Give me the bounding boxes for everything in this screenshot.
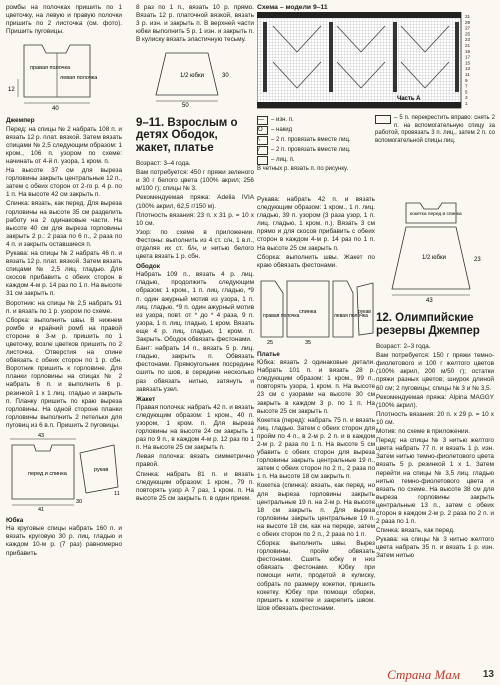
jacket-right-front: правая полочка bbox=[263, 312, 300, 319]
skirt-height: 30 bbox=[222, 73, 229, 80]
col4-sleeves: Рукава: на спицы № 3 нитью желтого цвета набрать 35 п. и вязать 1 р. изн. Затем нитью bbox=[376, 536, 494, 560]
col1-neck: На высоте 37 см для выреза горловины закрыть центральные 12 п., затем с обеих сторон от 2-го р. 4 р. по 1 п. На высоте 42 см закрыть п. bbox=[6, 167, 122, 199]
page-number: 13 bbox=[482, 669, 494, 680]
column-1 bbox=[6, 4, 122, 559]
legend-item bbox=[257, 136, 369, 145]
column-4 bbox=[376, 196, 494, 562]
skirt-diagram bbox=[136, 47, 254, 110]
dress-skirt-label: 1/2 юбки bbox=[422, 255, 446, 261]
legend-text: – 2 п. провязать вместе лиц. bbox=[271, 146, 351, 153]
col3-skirt: Юбка: вязать 2 одинаковые детали. Набрать 101 п. и вязать 28 р. следующим образом: 1 кром., 99 п., повторять узора, 1 кром. п. На высоте 23 см с узорами на высоте 30 см закрыть в каждом 3 р. по 1 п. На высоте 25 см закрыть п. bbox=[257, 359, 375, 415]
chart-row-number: 7 bbox=[465, 83, 468, 89]
legend-item bbox=[257, 146, 369, 155]
legend-text: – 2 п. провязать вместе лиц. bbox=[271, 136, 351, 143]
jacket-diagram bbox=[257, 273, 375, 348]
jacket-back: спинка bbox=[299, 308, 317, 315]
cable-symbol-icon bbox=[375, 115, 391, 124]
fig2-h2: 11 bbox=[114, 491, 120, 498]
col1-collar: Воротник: на спицы № 2,5 набрать 91 п. и вязать по 1 р. узором по схеме. bbox=[6, 299, 122, 315]
column-3-chart bbox=[257, 4, 495, 174]
legend-symbol: — bbox=[257, 116, 268, 125]
col2-back: Спинка: набрать 81 п. и вязать следующим образом: 1 кром., 79 п. повторять узор А 7 раз, 1 кром. п. На высоте 25 см закрыть п. в один прием. bbox=[136, 470, 254, 502]
jacket-sleeve: рукав bbox=[358, 308, 371, 315]
section-heading-jumper: Джемпер bbox=[6, 117, 35, 125]
chart-row-number: 31 bbox=[465, 14, 471, 20]
legend-symbol bbox=[257, 156, 268, 165]
dress-yoke-label: кокетка перед и спинка bbox=[410, 212, 462, 217]
col3-assembly2: Сборка: выполнить швы. Вырез горловины, пройм обвязать фестонами. Сшить юбку и низ обвязать фестонами. Юбку при помощи нити, продетой в кулиску, собрать по размеру кокетки, пришить кокетку. Юбку при помощи сборки, пришить к кокетке и закрепить швом. Шов обвязать фестонами. bbox=[257, 540, 375, 612]
col4-gauge: Плотность вязания: 20 п. x 29 р. = 10 x 10 см. bbox=[376, 410, 494, 426]
col2-tie: Бант: набрать 14 п., вязать 5 р. лиц. гладью, закрыть п. Обвязать фестонами. Прямоугольник посредине сшить по шов, в середине несколько раз обвязать нитью, затянуть и завязать узел. bbox=[136, 345, 254, 393]
chart-row-number: 13 bbox=[465, 66, 471, 72]
legend-right-text: – 5 п. перекрестить вправо: снять 2 п. на вспомогательную спицу за работой, провязать 3 п. лиц., затем 2 п. со вспомогательной спицы лиц. bbox=[375, 115, 495, 144]
chart-part-label: Часть А bbox=[397, 96, 421, 103]
legend-text: – изн. п. bbox=[271, 116, 294, 123]
col1-front: Перед: на спицы № 2 набрать 108 п. и вязать 12 р. плат. вязкой. Затем вязать спицами № 2,5 следующим образом: 1 кром., 106 п. узором по схеме: начинать от 4-й п. узора, 1 кром. п. bbox=[6, 125, 123, 165]
col4-yarn: Рекомендуемая пряжа: Alpina MAGGY (100% акрил). bbox=[376, 393, 494, 409]
watermark-logo: Страна Мам bbox=[387, 667, 460, 682]
knitting-chart bbox=[257, 12, 495, 115]
col4-age: Возраст: 2–3 года. bbox=[376, 343, 431, 351]
chart-legend bbox=[257, 115, 495, 174]
chart-row-number: 23 bbox=[465, 37, 471, 43]
jacket-w1: 25 bbox=[267, 339, 274, 345]
legend-item bbox=[257, 126, 369, 135]
fig2-h1: 30 bbox=[76, 499, 83, 506]
col2-age: Возраст: 3–4 года. bbox=[136, 160, 191, 168]
legend-symbol: / bbox=[257, 146, 268, 155]
dress-diagram bbox=[376, 199, 494, 306]
legend-item bbox=[257, 156, 369, 165]
skirt-width: 50 bbox=[182, 103, 189, 108]
legend-right bbox=[375, 115, 495, 174]
article-heading-9-11: 9–11. Взрослым о детях Ободок, жакет, платье bbox=[136, 116, 238, 154]
legend-text: – лиц. п. bbox=[271, 156, 295, 163]
chart-row-number: 3 bbox=[465, 95, 468, 101]
col4-motif: Мотив: по схеме в приложении. bbox=[376, 428, 470, 436]
fig2-w2: 41 bbox=[38, 507, 45, 512]
column-3 bbox=[257, 196, 375, 614]
col4-back: Спинка: вязать, как перед. bbox=[376, 527, 455, 535]
section-heading-jacket: Жакет bbox=[136, 395, 156, 403]
column-2 bbox=[136, 4, 254, 504]
fig2-w1: 43 bbox=[38, 433, 45, 440]
col2-gauge: Плотность вязания: 23 п. x 31 р. = 10 x 10 см. bbox=[136, 211, 254, 227]
col2-headband: Набрать 109 п., вязать 4 р. лиц. гладью, продолжить следующим образом: 1 кром., 1 п. лиц. гладью, *9 п. один ажурный мотив из узора, 1 п. лиц. гладью, *9 п. один ажурный мотив из узора, повт. от * до * 4 раза, 9 п. узора, 1 п. лиц. гладью, 1 кром. Вязать еще 4 р. лиц. гладью, 1 кром. п. Закрыть. Ободок обвязать фестонами. bbox=[136, 271, 254, 344]
skirt-label: 1/2 юбки bbox=[180, 73, 204, 80]
fig-label-left: левая полочка bbox=[60, 75, 98, 82]
fig-width: 40 bbox=[52, 106, 59, 112]
chart-row-number: 27 bbox=[465, 25, 471, 31]
col2-pattern: Узор: по схеме в приложении. Фестоны: выполнить из 4 ст. с/н, 1 в.п., отделяя их ст. б/н, и нитью белого цвета вязать 1 р. сбн. bbox=[136, 228, 254, 261]
col4-front: Перед: на спицы № 3 нитью желтого цвета набрать 77 п. и вязать 1 р. изн. Затем нитью темно-фиолетового цвета вязать 5 р. резинкой 1 x 1. Затем перейти на спицы № 3,5 лиц. гладью нитью темно-фиолетового цвета и вязать по схеме. На высоте 38 см для выреза горловины закрыть центральные 13 п., затем с обеих сторон в каждом 2-м р. 2 раза по 2 п. и 2 раза по 1 п. bbox=[376, 437, 494, 526]
col1-sleeves: Рукава: на спицы № 2 набрать 46 п. и вязать 12 р. плат. вязкой. Затем вязать спицами № 2,5 лиц. гладью. Для скосов прибавить с обеих сторон в каждом 4-м р. 14 раз по 1 п. На высоте 31 см закрыть п. bbox=[6, 249, 123, 298]
fig-height: 12 bbox=[8, 87, 15, 94]
chart-row-number: 9 bbox=[465, 77, 468, 83]
col2-left-front: Левая полочка: вязать симметрично правой. bbox=[136, 453, 254, 469]
legend-note: В четных р. вязать п. по рисунку. bbox=[257, 166, 349, 173]
chart-row-number: 15 bbox=[465, 60, 471, 66]
legend-symbol: O bbox=[257, 126, 268, 135]
chart-row-number: 25 bbox=[465, 31, 471, 37]
dress-height: 23 bbox=[474, 257, 481, 263]
chart-row-number: 11 bbox=[465, 72, 470, 78]
chart-row-number: 19 bbox=[465, 48, 471, 54]
legend-left bbox=[257, 115, 369, 174]
col1-skirt: На круговые спицы набрать 160 п. и вязать круговую 30 р. лиц. гладью и каждом 10-м р. (7 раз) равномерно прибавить bbox=[6, 525, 122, 557]
legend-item bbox=[257, 116, 369, 125]
jacket-left-front: левая полочка bbox=[334, 312, 368, 319]
col2-needs: Вам потребуется: 450 г пряжи зеленого и 30 г белого цвета (100% акрил; 256 м/100 г); спицы № 3. bbox=[136, 169, 254, 193]
col3-sleeves: Рукава: набрать 42 п. и вязать следующим образом: 1 кром., 1 п. лиц. гладью, 39 п. узором (3 раза узор, 1 п. лиц. гладью, 1 кром. п.). Вязать 3 см прямо и для скосов прибавить с обеих сторон в каждом 4-м р. 14 раз по 1 п. На высоте 25 см закрыть п. bbox=[257, 196, 375, 252]
jacket-w2: 35 bbox=[305, 339, 312, 345]
col3-assembly: Сборка: выполнить швы. Жакет по краю обвязать фестонами. bbox=[257, 253, 375, 269]
section-heading-skirt: Юбка bbox=[6, 517, 24, 525]
jumper-pattern-diagram bbox=[6, 433, 122, 514]
legend-text: – накид bbox=[271, 126, 293, 133]
fig2-sleeve: рукав bbox=[94, 467, 109, 474]
chart-row-number: 29 bbox=[465, 19, 471, 25]
article-heading-12: 12. Олимпийские резервы Джемпер bbox=[376, 312, 480, 337]
chart-title: Схема – модели 9–11 bbox=[257, 4, 328, 11]
section-heading-headband: Ободок bbox=[136, 263, 160, 271]
dress-width: 43 bbox=[426, 298, 433, 303]
col1-assembly: Сборка: выполнить швы. В нижнем ромбе и крайний ромб на правой стороне в 3-м р. пришить по 1 цветочку, возле цветков пришить по 2 листочка. Отверстия на спине обвязать с обеих сторон по 1 р. сбн. Воротник пришить к горловине. Для планки горловины на спицах № 2 набрать 6 п. и выполнить 6 р. резинкой 1 x 1 лиц. гладью и закрыть п. Планку пришить по краю выреза горловины. На одной стороне планки горловины выполнить 2 петельки для пуговиц из 6 в.п. Пришить 2 пуговицы. bbox=[6, 316, 122, 429]
col2-right-front: Правая полочка: набрать 42 п. и вязать следующим образом: 1 кром., 40 п. узором, 1 кром. п. Для выреза горловины на высоте 24 см закрыть 1 раз по 9 п., в каждом 4-м р. 12 раз по 1 п. На высоте 25 см закрыть п. bbox=[136, 403, 254, 452]
col1-intro: ромбы на полочках пришить по 1 цветочку, на левую и правую полочки пришить по 2 листочка (см. фото). Пришить пуговицы. bbox=[6, 4, 122, 36]
section-heading-dress: Платье bbox=[257, 350, 280, 358]
chart-row-number: 5 bbox=[465, 89, 468, 95]
col2-intro: 8 раз по 1 п., вязать 10 р. прямо. Вязать 12 р. платочной вязкой, вязать 3 р. изн. и закрыть п. В верхней части юбки выполнить 5 р. 1 изн. и закрыть п. В кулиску вязать эластичную тесьму. bbox=[136, 4, 254, 44]
fig2-center: перед и спинка bbox=[28, 471, 67, 478]
col1-back: Спинка: вязать, как перед. Для выреза горловины на высоте 35 см разделить работу на 2 одинаковые части. На высоте 40 см для выреза горловины закрыть 2 р.: 2 раза по 6 п., 2 раза по 4 п. и закрыть оставшиеся п. bbox=[6, 200, 122, 248]
chart-row-number: 17 bbox=[465, 54, 471, 60]
col3-yoke-back: Кокетка (спинка): вязать, как перед, но для выреза горловины закрыть центральные 19 п. на 2-м р. На высоте 18 см закрыть п. Для выреза горловины закрыть центральные 19 п. на высоте 18 см, как на переде, затем с обеих сторон по 2 п., 2 раза по 1 п. bbox=[257, 482, 375, 538]
col3-yoke-front: Кокетка (перед): набрать 75 п. и вязать лиц. гладью. Затем с обеих сторон для пройм по 4 п., в 2-м р. 2 п. и в каждом 2-м р. 2 раза по 1 п. На высоте 5 см убавить с обеих сторон для выреза горловины закрыть центральные 19 п., затем с обеих сторон по 2 п., 2 раза по 1 п. На высоте 18 см закрыть п. bbox=[257, 416, 375, 481]
col4-needs: Вам потребуется: 150 г пряжи темно-фиолетового и 100 г желтого цветов (100% акрил, 200 м/50 г); остатки пряжи разных цветов; шнурок длиной 60 см; 2 пуговицы; спицы № 3 и № 3,5. bbox=[376, 352, 494, 392]
col2-yarn: Рекомендуемая пряжа: Adelia IVIA (100% акрил, 62,5 г/150 м). bbox=[136, 194, 254, 210]
chart-row-number: 21 bbox=[465, 43, 471, 49]
fig-label-right: правая полочка bbox=[30, 65, 71, 72]
jumper-front-diagram bbox=[6, 39, 122, 114]
chart-row-number: 1 bbox=[465, 101, 468, 107]
legend-symbol: \ bbox=[257, 136, 268, 145]
